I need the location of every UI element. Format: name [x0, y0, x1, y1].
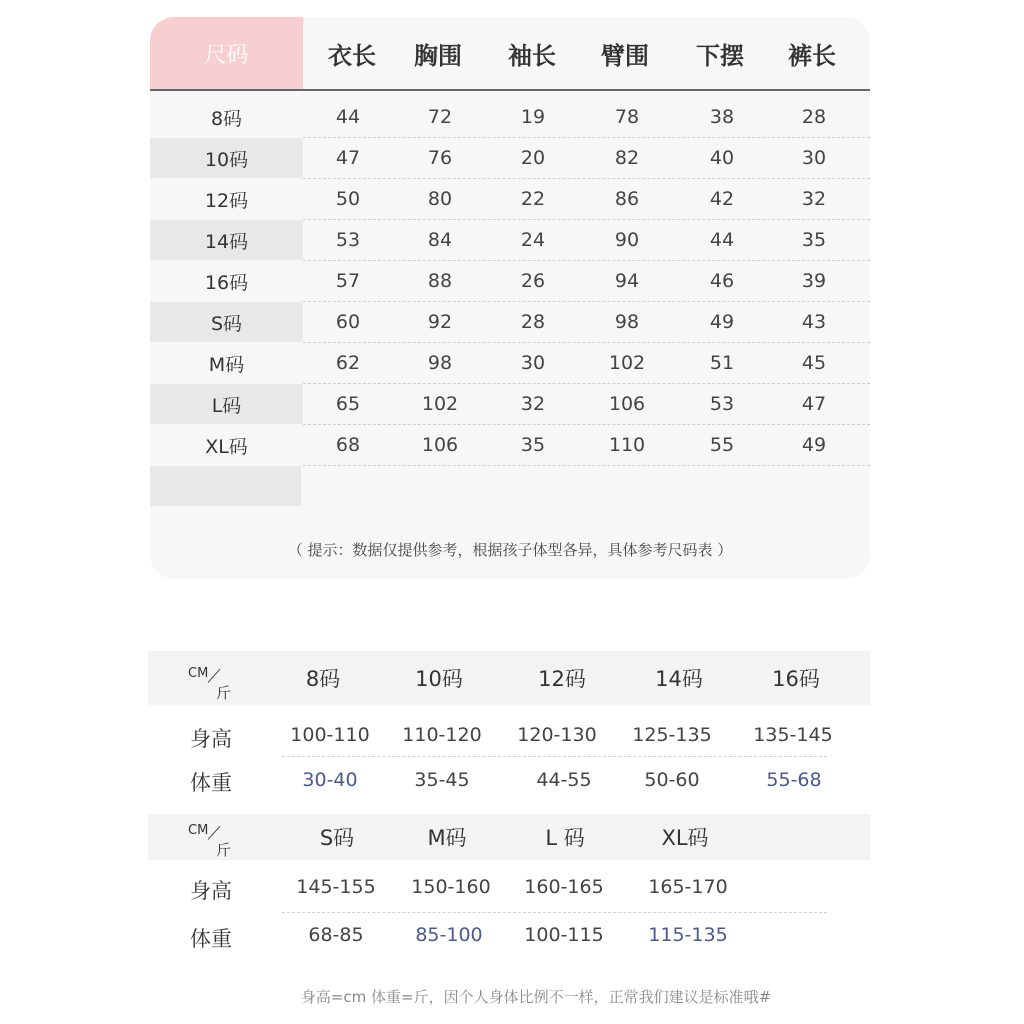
size-value-chest: 76 — [427, 147, 453, 169]
size-value-sleeve: 22 — [520, 188, 546, 210]
size-value-arm: 86 — [614, 188, 640, 210]
size-row — [150, 343, 870, 384]
t2-height-l: 160-165 — [524, 876, 604, 898]
row-divider — [303, 465, 870, 466]
size-value-length: 65 — [335, 393, 361, 415]
t2-weight-m: 85-100 — [415, 924, 483, 946]
t1-height-14: 125-135 — [632, 724, 712, 746]
unit-cm: CM — [188, 823, 209, 838]
size-value-sleeve: 24 — [520, 229, 546, 251]
t1-weight-10: 35-45 — [414, 769, 470, 791]
size-value-sleeve: 26 — [520, 270, 546, 292]
size-value-chest: 92 — [427, 311, 453, 333]
size-value-hem: 44 — [709, 229, 735, 251]
size-value-pants-length: 35 — [801, 229, 827, 251]
size-value-hem: 55 — [709, 434, 735, 456]
size-row — [150, 220, 870, 261]
footer-note: 身高=cm 体重=斤，因个人身体比例不一样，正常我们建议是标准哦# — [300, 988, 772, 1006]
size-chart-header — [150, 17, 870, 89]
size-name: 14码 — [150, 220, 303, 260]
t1-height-12: 120-130 — [517, 724, 597, 746]
size-value-chest: 98 — [427, 352, 453, 374]
size-value-chest: 72 — [427, 106, 453, 128]
t1-weight-16: 55-68 — [766, 769, 822, 791]
size-value-pants-length: 32 — [801, 188, 827, 210]
size-value-sleeve: 20 — [520, 147, 546, 169]
unit-jin: 斤 — [216, 684, 232, 702]
size-value-length: 62 — [335, 352, 361, 374]
size-row — [150, 302, 870, 343]
unit-cm: CM — [188, 666, 209, 681]
size-name: XL码 — [205, 435, 248, 458]
t1-size-10: 10码 — [415, 667, 463, 691]
size-value-chest: 106 — [421, 434, 459, 456]
t2-height-label: 身高 — [190, 879, 232, 903]
size-row — [150, 425, 870, 466]
t2-weight-s: 68-85 — [308, 924, 364, 946]
t1-height-label: 身高 — [190, 727, 232, 751]
header-arm: 臂围 — [601, 41, 649, 70]
size-value-pants-length: 39 — [801, 270, 827, 292]
size-value-hem: 46 — [709, 270, 735, 292]
size-value-pants-length: 49 — [801, 434, 827, 456]
size-name: M码 — [208, 353, 245, 376]
size-value-hem: 38 — [709, 106, 735, 128]
size-value-arm: 102 — [608, 352, 646, 374]
size-value-pants-length: 43 — [801, 311, 827, 333]
t1-weight-14: 50-60 — [644, 769, 700, 791]
size-row — [150, 179, 870, 220]
size-value-length: 50 — [335, 188, 361, 210]
size-name: 16码 — [204, 271, 249, 294]
size-value-hem: 42 — [709, 188, 735, 210]
t2-size-m: M码 — [427, 826, 467, 850]
unit-slash — [208, 826, 221, 840]
size-tip: （ 提示：数据仅提供参考，根据孩子体型各异，具体参考尺码表 ） — [287, 541, 733, 559]
size-value-arm: 110 — [608, 434, 646, 456]
size-value-sleeve: 32 — [520, 393, 546, 415]
size-value-hem: 40 — [709, 147, 735, 169]
unit-mark — [188, 821, 248, 871]
header-chest: 胸围 — [414, 41, 462, 70]
t2-weight-xl: 115-135 — [648, 924, 728, 946]
size-value-pants-length: 45 — [801, 352, 827, 374]
size-value-chest: 84 — [427, 229, 453, 251]
size-row — [150, 97, 870, 138]
size-value-chest: 80 — [427, 188, 453, 210]
hw-table1-header — [148, 651, 870, 705]
size-value-arm: 94 — [614, 270, 640, 292]
t1-size-16: 16码 — [772, 667, 820, 691]
size-value-pants-length: 28 — [801, 106, 827, 128]
header-length: 衣长 — [328, 41, 376, 70]
size-value-chest: 88 — [427, 270, 453, 292]
t2-weight-l: 100-115 — [524, 924, 604, 946]
t2-height-m: 150-160 — [411, 876, 491, 898]
size-value-length: 53 — [335, 229, 361, 251]
size-value-length: 57 — [335, 270, 361, 292]
size-value-arm: 98 — [614, 311, 640, 333]
t2-size-l: L 码 — [545, 826, 585, 850]
size-row — [150, 384, 870, 425]
t2-height-xl: 165-170 — [648, 876, 728, 898]
size-value-sleeve: 35 — [520, 434, 546, 456]
size-chart-card — [150, 17, 870, 579]
t2-size-xl: XL码 — [661, 826, 709, 850]
t1-weight-12: 44-55 — [536, 769, 592, 791]
t1-size-12: 12码 — [538, 667, 586, 691]
size-row — [150, 261, 870, 302]
size-value-sleeve: 19 — [520, 106, 546, 128]
size-name: S码 — [150, 302, 303, 342]
size-value-length: 47 — [335, 147, 361, 169]
size-value-arm: 106 — [608, 393, 646, 415]
size-name: 8码 — [210, 107, 243, 130]
size-value-hem: 49 — [709, 311, 735, 333]
t1-height-8: 100-110 — [290, 724, 370, 746]
size-value-sleeve: 30 — [520, 352, 546, 374]
size-name: L码 — [150, 384, 303, 424]
header-divider — [150, 89, 870, 91]
t1-weight-label: 体重 — [190, 771, 232, 795]
t1-height-16: 135-145 — [753, 724, 833, 746]
size-row — [150, 138, 870, 179]
t1-divider — [282, 756, 827, 757]
unit-mark — [188, 664, 248, 714]
size-value-length: 60 — [335, 311, 361, 333]
header-pants-length: 裤长 — [788, 41, 836, 70]
size-column-header: 尺码 — [150, 17, 303, 89]
hw-table2-header — [148, 814, 870, 860]
empty-row-shade — [150, 466, 301, 506]
t2-divider — [282, 912, 827, 913]
size-value-length: 68 — [335, 434, 361, 456]
t2-height-s: 145-155 — [296, 876, 376, 898]
header-hem: 下摆 — [696, 41, 744, 70]
header-sleeve: 袖长 — [508, 41, 556, 70]
size-value-pants-length: 47 — [801, 393, 827, 415]
size-value-hem: 51 — [709, 352, 735, 374]
size-value-arm: 78 — [614, 106, 640, 128]
unit-slash — [208, 669, 221, 683]
size-value-pants-length: 30 — [801, 147, 827, 169]
size-value-hem: 53 — [709, 393, 735, 415]
unit-jin: 斤 — [216, 841, 232, 859]
t1-weight-8: 30-40 — [302, 769, 358, 791]
t1-size-14: 14码 — [655, 667, 703, 691]
t1-height-10: 110-120 — [402, 724, 482, 746]
size-value-chest: 102 — [421, 393, 459, 415]
size-name: 10码 — [150, 138, 303, 178]
size-value-arm: 82 — [614, 147, 640, 169]
t2-size-s: S码 — [319, 826, 355, 850]
size-value-sleeve: 28 — [520, 311, 546, 333]
size-value-arm: 90 — [614, 229, 640, 251]
size-value-length: 44 — [335, 106, 361, 128]
t1-size-8: 8码 — [305, 667, 341, 691]
t2-weight-label: 体重 — [190, 927, 232, 951]
size-name: 12码 — [204, 189, 249, 212]
